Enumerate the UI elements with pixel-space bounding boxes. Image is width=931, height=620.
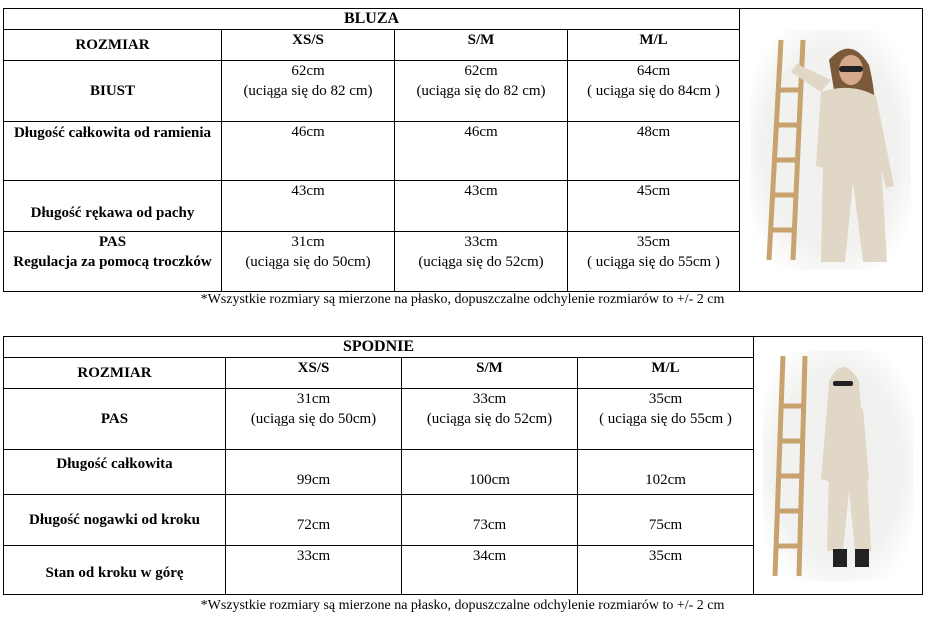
spodnie-size-s-m: S/M: [402, 358, 578, 389]
spodnie-cell: 33cm (uciąga się do 52cm): [402, 389, 578, 450]
bluza-size-m-l: M/L: [568, 30, 740, 61]
bluza-cell: 31cm (uciąga się do 50cm): [222, 232, 395, 292]
spodnie-cell: 99cm: [226, 450, 402, 495]
spodnie-note: *Wszystkie rozmiary są mierzone na płasko, dopuszczalne odchylenie rozmiarów to +/- 2 cm: [200, 598, 725, 613]
spodnie-size-m-l: M/L: [578, 358, 754, 389]
spodnie-header-label: ROZMIAR: [4, 358, 226, 389]
spodnie-cell: 35cm ( uciąga się do 55cm ): [578, 389, 754, 450]
bluza-row-label: Długość rękawa od pachy: [4, 181, 222, 232]
spodnie-cell: 73cm: [402, 495, 578, 546]
spodnie-cell: 34cm: [402, 546, 578, 595]
spodnie-row-label: Długość całkowita: [4, 450, 226, 495]
spodnie-cell: 33cm: [226, 546, 402, 595]
bluza-cell: 43cm: [395, 181, 568, 232]
bluza-cell: 35cm ( uciąga się do 55cm ): [568, 232, 740, 292]
model-photo-icon: [763, 351, 913, 581]
spodnie-size-xs-s: XS/S: [226, 358, 402, 389]
bluza-row-label: BIUST: [4, 61, 222, 122]
bluza-size-table: [3, 8, 923, 292]
bluza-cell: 43cm: [222, 181, 395, 232]
bluza-cell: 62cm (uciąga się do 82 cm): [395, 61, 568, 122]
spodnie-photo: [754, 337, 923, 595]
spodnie-cell: 102cm: [578, 450, 754, 495]
bluza-note: *Wszystkie rozmiary są mierzone na płasko, dopuszczalne odchylenie rozmiarów to +/- 2 cm: [200, 292, 725, 307]
spodnie-title: SPODNIE: [4, 337, 754, 358]
bluza-row-label: Długość całkowita od ramienia: [4, 122, 222, 181]
spodnie-row-label: Stan od kroku w górę: [4, 546, 226, 595]
spodnie-size-table: [3, 336, 923, 595]
bluza-photo: [740, 9, 923, 292]
bluza-cell: 48cm: [568, 122, 740, 181]
bluza-cell: 46cm: [395, 122, 568, 181]
spodnie-cell: 100cm: [402, 450, 578, 495]
bluza-cell: 45cm: [568, 181, 740, 232]
bluza-row-label: PAS Regulacja za pomocą troczków: [4, 232, 222, 292]
spodnie-row-label: Długość nogawki od kroku: [4, 495, 226, 546]
bluza-cell: 46cm: [222, 122, 395, 181]
spodnie-cell: 35cm: [578, 546, 754, 595]
spodnie-cell: 72cm: [226, 495, 402, 546]
bluza-header-label: ROZMIAR: [4, 30, 222, 61]
bluza-size-xs-s: XS/S: [222, 30, 395, 61]
bluza-cell: 64cm ( uciąga się do 84cm ): [568, 61, 740, 122]
spodnie-cell: 75cm: [578, 495, 754, 546]
model-photo-icon: [751, 30, 911, 270]
bluza-size-s-m: S/M: [395, 30, 568, 61]
bluza-cell: 33cm (uciąga się do 52cm): [395, 232, 568, 292]
spodnie-cell: 31cm (uciąga się do 50cm): [226, 389, 402, 450]
bluza-title: BLUZA: [4, 9, 740, 30]
bluza-cell: 62cm (uciąga się do 82 cm): [222, 61, 395, 122]
spodnie-row-label: PAS: [4, 389, 226, 450]
